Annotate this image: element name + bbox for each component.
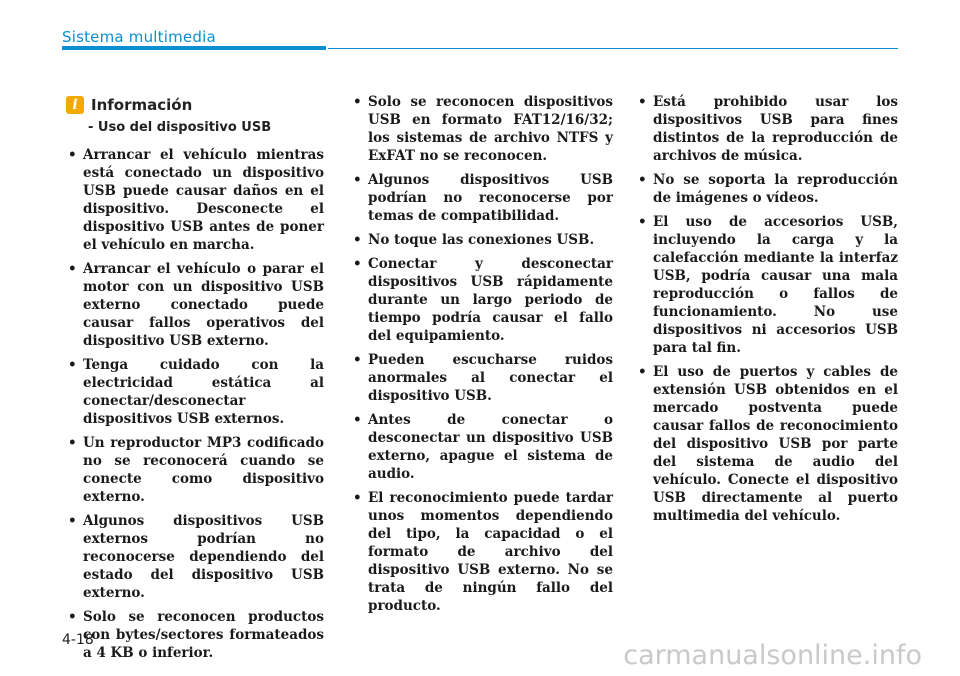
list-item: • Antes de conectar o desconectar un dispositivo USB externo, apague el sistema de audio. <box>351 411 613 483</box>
column-1 <box>66 146 324 668</box>
column-2 <box>351 93 613 621</box>
list-item: • Arrancar el vehículo mientras está conectado un dispositivo USB puede causar daños en el dispositivo. Desconecte el dispositivo USB antes de poner el vehículo en marcha. <box>66 146 324 254</box>
info-title: Información <box>91 96 193 114</box>
list-item: • Tenga cuidado con la electricidad estática al conectar/desconectar dispositivos USB externos. <box>66 356 324 428</box>
list-item: • El reconocimiento puede tardar unos momentos dependiendo del tipo, la capacidad o el formato de archivo del dispositivo USB externo. No se trata de ningún fallo del producto. <box>351 489 613 615</box>
list-item: • Conectar y desconectar dispositivos USB rápidamente durante un largo periodo de tiempo podría causar el fallo del equipamiento. <box>351 255 613 345</box>
list-item: • Solo se reconocen productos con bytes/sectores formateados a 4 KB o inferior. <box>66 608 324 662</box>
list-item: • Algunos dispositivos USB externos podrían no reconocerse dependiendo del estado del dispositivo USB externo. <box>66 512 324 602</box>
list-item: • El uso de puertos y cables de extensión USB obtenidos en el mercado postventa puede causar fallos de reconocimiento del dispositivo USB por parte del sistema de audio del vehículo. Conecte el dispositivo USB directamente al puerto multimedia del vehículo. <box>636 363 898 525</box>
info-heading <box>66 96 192 114</box>
list-item: • Está prohibido usar los dispositivos USB para fines distintos de la reproducción de archivos de música. <box>636 93 898 165</box>
info-subtitle: - Uso del dispositivo USB <box>88 120 272 135</box>
section-title: Sistema multimedia <box>62 28 216 46</box>
list-item: • No toque las conexiones USB. <box>351 231 613 249</box>
list-item: • Arrancar el vehículo o parar el motor con un dispositivo USB externo conectado puede causar fallos operativos del dispositivo USB externo. <box>66 260 324 350</box>
list-item: • Un reproductor MP3 codificado no se reconocerá cuando se conecte como dispositivo externo. <box>66 434 324 506</box>
list-item: • Algunos dispositivos USB podrían no reconocerse por temas de compatibilidad. <box>351 171 613 225</box>
list-item: • Pueden escucharse ruidos anormales al conectar el dispositivo USB. <box>351 351 613 405</box>
list-item: • El uso de accesorios USB, incluyendo la carga y la calefacción mediante la interfaz USB, podría causar una mala reproducción o fallos de funcionamiento. No use dispositivos ni accesorios USB para tal fin. <box>636 213 898 357</box>
header-rule-thin <box>328 48 898 49</box>
watermark: carmanualsonline.info <box>623 640 922 671</box>
column-3 <box>636 93 898 531</box>
list-item: • Solo se reconocen dispositivos USB en formato FAT12/16/32; los sistemas de archivo NTFS y ExFAT no se reconocen. <box>351 93 613 165</box>
list-item: • No se soporta la reproducción de imágenes o vídeos. <box>636 171 898 207</box>
page-number: 4-18 <box>62 632 94 648</box>
info-icon: i <box>66 96 84 114</box>
header-rule-thick <box>62 46 326 50</box>
